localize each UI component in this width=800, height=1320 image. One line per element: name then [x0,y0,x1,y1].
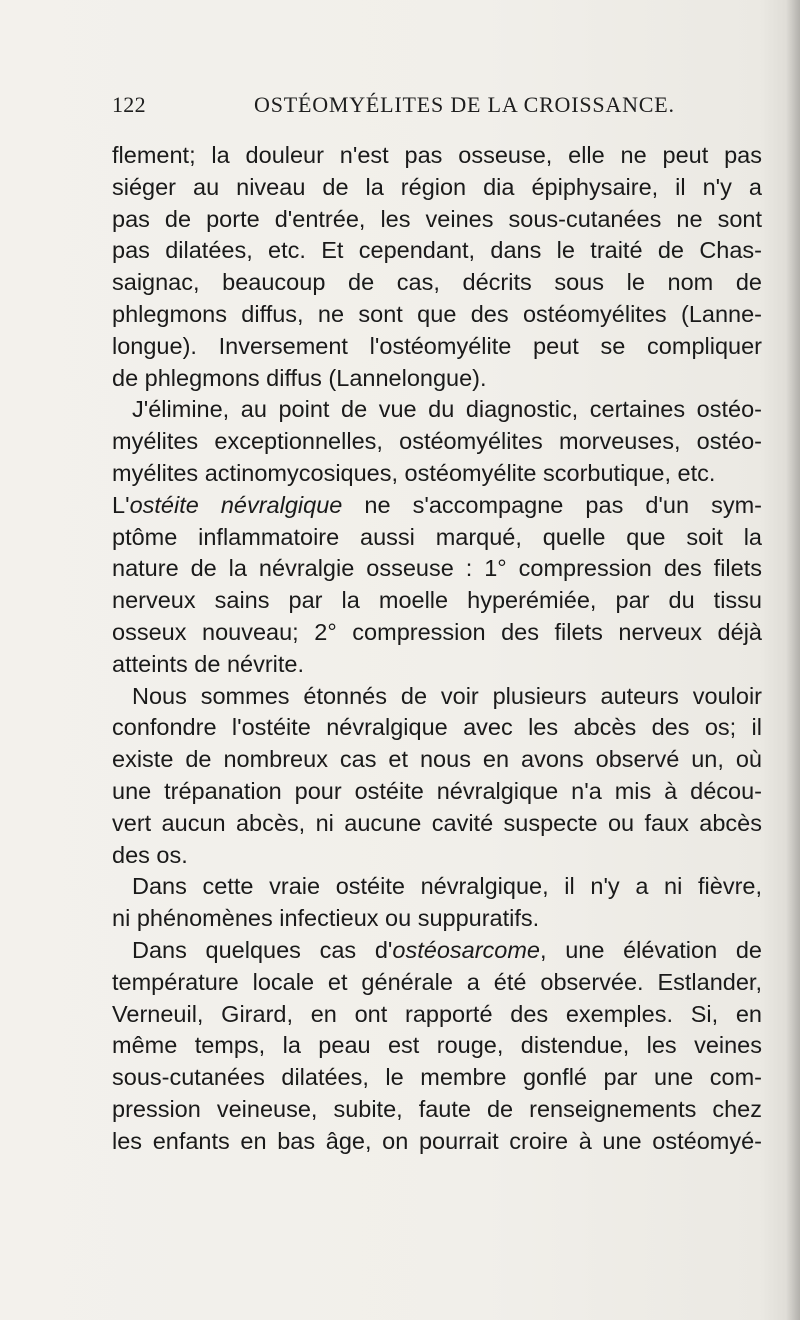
text-line: phlegmons diffus, ne sont que des ostéomyélites (Lanne- [112,300,762,327]
text-line: confondre l'ostéite névralgique avec les abcès des os; il [112,714,762,741]
text-line: Dans cette vraie ostéite névralgique, il n'y a ni fièvre, [132,873,762,900]
text-line: existe de nombreux cas et nous en avons observé un, où [112,746,762,773]
text-line: pas dilatées, etc. Et cependant, dans le traité de Chas- [112,237,762,264]
text-line [112,935,762,967]
text-line: une trépanation pour ostéite névralgique n'a mis à décou- [112,777,762,804]
body-text [112,140,762,1158]
italic-term: ostéosarcome [392,936,541,963]
text-line: ptôme inflammatoire aussi marqué, quelle que soit la [112,523,762,550]
text-line: osseux nouveau; 2° compression des filets nerveux déjà [112,618,762,645]
text-line: vert aucun abcès, ni aucune cavité suspecte ou faux abcès [112,809,762,836]
text-line: même temps, la peau est rouge, distendue, les veines [112,1032,762,1059]
page-number: 122 [112,92,146,117]
italic-term: ostéite névralgique [129,491,343,518]
text-line: pression veineuse, subite, faute de renseignements chez [112,1095,762,1122]
text-line: Verneuil, Girard, en ont rapporté des exemples. Si, en [112,1000,762,1027]
text-line: pas de porte d'entrée, les veines sous-cutanées ne sont [112,205,762,232]
text-line: Nous sommes étonnés de voir plusieurs auteurs vouloir [132,682,762,709]
text-line: atteints de névrite. [112,650,305,677]
text-line: nerveux sains par la moelle hyperémiée, par du tissu [112,587,762,614]
text-line: ni phénomènes infectieux ou suppuratifs. [112,905,540,932]
text-line: température locale et générale a été observée. Estlander, [112,968,762,995]
text-line: nature de la névralgie osseuse : 1° compression des filets [112,555,762,582]
text-line [112,490,762,522]
text-line: J'élimine, au point de vue du diagnostic, certaines ostéo- [132,396,762,423]
text-line: longue). Inversement l'ostéomyélite peut se compliquer [112,332,762,359]
text-line: saignac, beaucoup de cas, décrits sous le nom de [112,269,762,296]
text-line: sous-cutanées dilatées, le membre gonflé par une com- [112,1064,762,1091]
text-line: flement; la douleur n'est pas osseuse, elle ne peut pas [112,142,762,168]
running-title: OSTÉOMYÉLITES DE LA CROISSANCE. [254,92,675,117]
text-segment: , une élévation de [540,936,762,963]
text-segment: Dans quelques cas d' [132,936,393,963]
text-segment: ne s'accompagne pas d'un sym- [342,491,762,518]
text-line: myélites exceptionnelles, ostéomyélites morveuses, ostéo- [112,428,762,455]
text-line: des os. [112,841,188,868]
text-line: siéger au niveau de la région dia épiphysaire, il n'y a [112,173,762,200]
text-line: myélites actinomycosiques, ostéomyélite scorbutique, etc. [112,459,716,486]
page-edge-shadow [786,0,800,1320]
text-line: de phlegmons diffus (Lannelongue). [112,364,487,391]
text-segment: L' [112,491,130,518]
text-line: les enfants en bas âge, on pourrait croire à une ostéomyé- [112,1127,762,1154]
